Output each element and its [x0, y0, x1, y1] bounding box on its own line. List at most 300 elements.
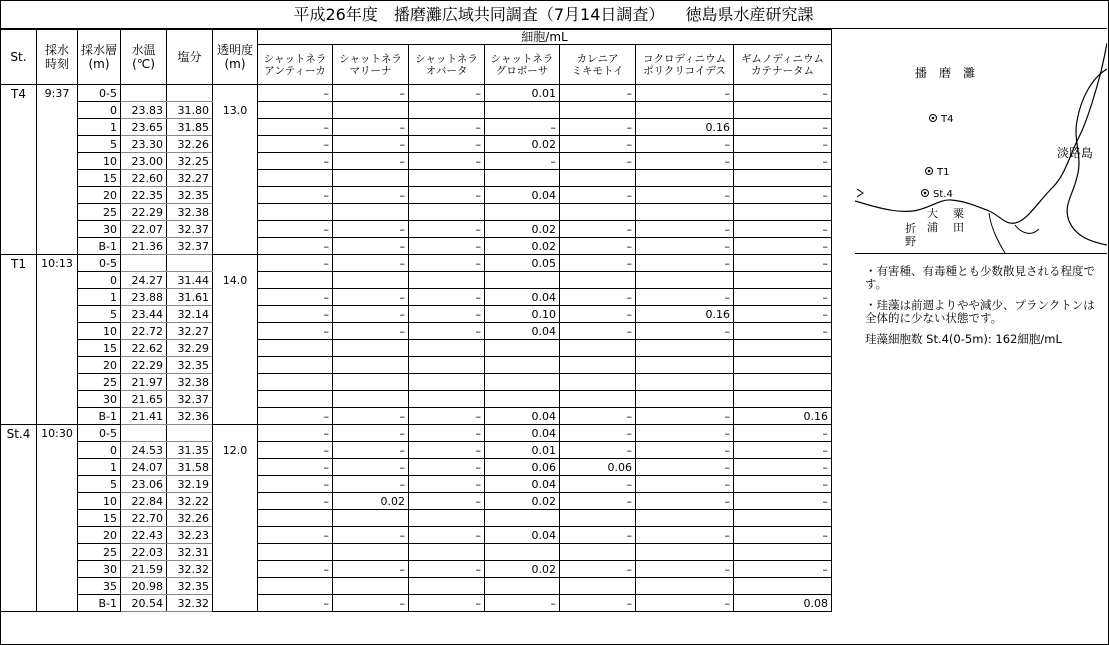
- species-count-cell: –: [560, 595, 636, 612]
- depth-cell: 10: [78, 493, 121, 510]
- salinity-cell: 32.27: [167, 170, 213, 187]
- salinity-cell: 32.37: [167, 238, 213, 255]
- species-count-cell: –: [333, 442, 409, 459]
- station-marker-icon: [924, 192, 927, 195]
- species-count-cell: –: [636, 425, 734, 442]
- species-count-cell: –: [333, 595, 409, 612]
- species-count-cell: [333, 170, 409, 187]
- species-count-cell: [636, 578, 734, 595]
- salinity-cell: 32.32: [167, 561, 213, 578]
- location-map: [855, 29, 1107, 254]
- species-count-cell: [560, 510, 636, 527]
- salinity-cell: 32.26: [167, 510, 213, 527]
- transparency-cell: [213, 425, 258, 612]
- species-count-cell: –: [258, 323, 333, 340]
- species-count-cell: –: [409, 289, 485, 306]
- depth-cell: 5: [78, 476, 121, 493]
- table-row: [1, 527, 832, 544]
- water-temp-cell: 23.65: [121, 119, 167, 136]
- species-count-cell: [560, 578, 636, 595]
- note-diatoms: ・珪藻は前週よりやや減少、プランクトンは全体的に少ない状態です。: [865, 298, 1095, 325]
- species-count-cell: –: [258, 527, 333, 544]
- species-count-cell: –: [258, 425, 333, 442]
- species-count-cell: [560, 272, 636, 289]
- species-count-cell: –: [560, 493, 636, 510]
- depth-cell: 30: [78, 221, 121, 238]
- salinity-cell: [167, 255, 213, 272]
- species-count-cell: –: [333, 153, 409, 170]
- species-count-cell: –: [636, 323, 734, 340]
- species-count-cell: –: [734, 493, 832, 510]
- species-count-cell: [333, 391, 409, 408]
- species-count-cell: –: [409, 255, 485, 272]
- table-row: [1, 425, 832, 442]
- species-count-cell: –: [560, 408, 636, 425]
- plankton-survey-table: [0, 29, 832, 612]
- species-count-cell: 0.16: [636, 119, 734, 136]
- header-station: St.: [1, 30, 37, 85]
- table-row: [1, 238, 832, 255]
- header-water-temp: [121, 30, 167, 85]
- transparency-value: 12.0: [222, 444, 248, 457]
- table-row: [1, 374, 832, 391]
- water-temp-cell: 22.29: [121, 204, 167, 221]
- report-title: [0, 0, 1107, 29]
- species-count-cell: –: [560, 221, 636, 238]
- species-count-cell: 0.06: [560, 459, 636, 476]
- species-count-cell: –: [333, 255, 409, 272]
- species-count-cell: –: [734, 187, 832, 204]
- header-depth-line1: 採水層: [81, 43, 118, 57]
- water-temp-cell: 22.07: [121, 221, 167, 238]
- species-count-cell: –: [333, 408, 409, 425]
- table-row: [1, 340, 832, 357]
- species-count-cell: –: [333, 459, 409, 476]
- species-count-cell: [636, 340, 734, 357]
- species-count-cell: –: [636, 187, 734, 204]
- header-species-3: シャットネラ オバータ: [409, 45, 485, 85]
- depth-cell: 15: [78, 170, 121, 187]
- map-pointer: [857, 189, 863, 197]
- species-count-cell: 0.10: [485, 306, 560, 323]
- species-count-cell: –: [560, 306, 636, 323]
- report-title-dept: 徳島県水産研究課: [685, 5, 814, 24]
- species-count-cell: –: [409, 136, 485, 153]
- water-temp-cell: 21.59: [121, 561, 167, 578]
- water-temp-cell: 23.06: [121, 476, 167, 493]
- species-count-cell: [333, 340, 409, 357]
- species-count-cell: [636, 272, 734, 289]
- salinity-cell: 31.61: [167, 289, 213, 306]
- species-count-cell: –: [409, 323, 485, 340]
- species-count-cell: [333, 357, 409, 374]
- depth-cell: 1: [78, 459, 121, 476]
- water-temp-cell: 22.62: [121, 340, 167, 357]
- header-water-temp-line1: 水温: [131, 43, 156, 57]
- species-count-cell: [409, 391, 485, 408]
- species-count-cell: –: [734, 119, 832, 136]
- salinity-cell: 32.27: [167, 323, 213, 340]
- table-row: [1, 510, 832, 527]
- species-count-cell: –: [636, 289, 734, 306]
- species-count-cell: –: [258, 408, 333, 425]
- salinity-cell: 32.32: [167, 595, 213, 612]
- species-count-cell: –: [560, 136, 636, 153]
- side-panel: [855, 29, 1107, 643]
- table-row: [1, 289, 832, 306]
- species-count-cell: [636, 544, 734, 561]
- depth-cell: 15: [78, 510, 121, 527]
- species-count-cell: [560, 544, 636, 561]
- header-transparency-line2: (m): [224, 57, 246, 71]
- depth-cell: 20: [78, 187, 121, 204]
- header-cells-per-ml: 細胞/mL: [258, 30, 832, 45]
- note-harmful-species: ・有害種、有毒種とも少数散見される程度です。: [865, 264, 1095, 291]
- header-species-1: シャットネラ アンティーカ: [258, 45, 333, 85]
- species-count-cell: 0.16: [636, 306, 734, 323]
- species-count-cell: [485, 374, 560, 391]
- species-count-cell: [333, 578, 409, 595]
- species-count-cell: –: [636, 561, 734, 578]
- notes: [865, 265, 1101, 354]
- species-count-cell: –: [560, 238, 636, 255]
- species-count-cell: –: [636, 221, 734, 238]
- table-row: [1, 85, 832, 102]
- station-st4-label: St.4: [933, 189, 953, 200]
- transparency-value: 14.0: [222, 274, 248, 287]
- species-count-cell: [258, 170, 333, 187]
- species-count-cell: –: [560, 187, 636, 204]
- salinity-cell: 32.35: [167, 187, 213, 204]
- species-count-cell: –: [409, 459, 485, 476]
- header-transparency-line1: 透明度: [217, 43, 254, 57]
- species-count-cell: –: [636, 85, 734, 102]
- species-count-cell: 0.04: [485, 476, 560, 493]
- table-row: [1, 170, 832, 187]
- water-temp-cell: 24.07: [121, 459, 167, 476]
- water-temp-cell: 20.98: [121, 578, 167, 595]
- species-count-cell: –: [560, 476, 636, 493]
- species-count-cell: 0.02: [485, 136, 560, 153]
- species-count-cell: [409, 578, 485, 595]
- depth-cell: 25: [78, 374, 121, 391]
- species-count-cell: 0.04: [485, 408, 560, 425]
- species-count-cell: –: [485, 595, 560, 612]
- species-count-cell: –: [258, 459, 333, 476]
- station-t1: [926, 167, 950, 178]
- species-count-cell: –: [636, 238, 734, 255]
- species-count-cell: –: [636, 595, 734, 612]
- species-count-cell: –: [409, 85, 485, 102]
- species-count-cell: –: [636, 527, 734, 544]
- species-count-cell: –: [560, 561, 636, 578]
- species-count-cell: [409, 170, 485, 187]
- species-count-cell: –: [636, 136, 734, 153]
- species-count-cell: [560, 357, 636, 374]
- salinity-cell: 31.80: [167, 102, 213, 119]
- depth-cell: 0-5: [78, 425, 121, 442]
- species-count-cell: [485, 102, 560, 119]
- depth-cell: 0-5: [78, 255, 121, 272]
- place-awata-char1: 粟: [953, 207, 964, 220]
- species-count-cell: –: [258, 119, 333, 136]
- table-row: [1, 544, 832, 561]
- table-row: [1, 136, 832, 153]
- water-temp-cell: 23.44: [121, 306, 167, 323]
- species-count-cell: [636, 510, 734, 527]
- species-count-cell: 0.04: [485, 425, 560, 442]
- species-count-cell: –: [636, 255, 734, 272]
- species-count-cell: –: [258, 238, 333, 255]
- species-count-cell: –: [636, 476, 734, 493]
- sampling-time: 10:13: [37, 255, 78, 425]
- table-row: [1, 476, 832, 493]
- table-row: [1, 187, 832, 204]
- species-count-cell: [560, 391, 636, 408]
- species-count-cell: [485, 272, 560, 289]
- species-count-cell: –: [258, 85, 333, 102]
- water-temp-cell: [121, 85, 167, 102]
- species-count-cell: [258, 578, 333, 595]
- depth-cell: 5: [78, 136, 121, 153]
- table-row: [1, 578, 832, 595]
- salinity-cell: 32.35: [167, 357, 213, 374]
- species-count-cell: –: [258, 136, 333, 153]
- species-count-cell: –: [485, 153, 560, 170]
- station-name: T4: [1, 85, 37, 255]
- species-count-cell: –: [333, 289, 409, 306]
- depth-cell: 25: [78, 544, 121, 561]
- species-count-cell: –: [409, 119, 485, 136]
- depth-cell: 35: [78, 578, 121, 595]
- salinity-cell: 31.35: [167, 442, 213, 459]
- salinity-cell: 32.22: [167, 493, 213, 510]
- species-count-cell: [485, 391, 560, 408]
- species-count-cell: [734, 510, 832, 527]
- species-count-cell: [734, 374, 832, 391]
- species-count-cell: –: [734, 459, 832, 476]
- water-temp-cell: [121, 255, 167, 272]
- table-row: [1, 306, 832, 323]
- station-t4: [930, 114, 954, 125]
- species-count-cell: [333, 374, 409, 391]
- water-temp-cell: 21.97: [121, 374, 167, 391]
- species-count-cell: –: [258, 493, 333, 510]
- depth-cell: 30: [78, 391, 121, 408]
- species-count-cell: [485, 578, 560, 595]
- species-count-cell: 0.01: [485, 442, 560, 459]
- species-count-cell: [485, 510, 560, 527]
- depth-cell: 10: [78, 323, 121, 340]
- report-title-main: 平成26年度 播磨灘広域共同調査（7月14日調査）: [293, 5, 665, 24]
- species-count-cell: [636, 170, 734, 187]
- species-count-cell: –: [333, 187, 409, 204]
- species-count-cell: [485, 357, 560, 374]
- species-count-cell: –: [258, 561, 333, 578]
- place-orino-char1: 折: [905, 222, 916, 235]
- species-count-cell: [258, 102, 333, 119]
- salinity-cell: 32.37: [167, 221, 213, 238]
- species-count-cell: [258, 340, 333, 357]
- depth-cell: 0: [78, 442, 121, 459]
- species-count-cell: –: [485, 119, 560, 136]
- header-species-2: シャットネラ マリーナ: [333, 45, 409, 85]
- header-sampling-time-line2: 時刻: [44, 57, 69, 71]
- species-count-cell: –: [409, 527, 485, 544]
- species-count-cell: –: [734, 255, 832, 272]
- species-count-cell: –: [734, 442, 832, 459]
- species-count-cell: [636, 204, 734, 221]
- species-count-cell: 0.06: [485, 459, 560, 476]
- header-sampling-time: [37, 30, 78, 85]
- species-count-cell: –: [734, 561, 832, 578]
- species-count-cell: –: [734, 527, 832, 544]
- species-count-cell: –: [409, 595, 485, 612]
- sampling-time: 9:37: [37, 85, 78, 255]
- salinity-cell: 32.35: [167, 578, 213, 595]
- table-row: [1, 408, 832, 425]
- species-count-cell: –: [258, 255, 333, 272]
- coastline-map: [855, 29, 1107, 253]
- species-count-cell: –: [636, 442, 734, 459]
- species-count-cell: –: [636, 408, 734, 425]
- species-count-cell: –: [258, 153, 333, 170]
- salinity-cell: 32.25: [167, 153, 213, 170]
- species-count-cell: –: [560, 527, 636, 544]
- depth-cell: 0-5: [78, 85, 121, 102]
- salinity-cell: 32.36: [167, 408, 213, 425]
- table-row: [1, 561, 832, 578]
- header-species-4: シャットネラ グロボーサ: [485, 45, 560, 85]
- salinity-cell: 32.37: [167, 391, 213, 408]
- species-count-cell: –: [333, 85, 409, 102]
- species-count-cell: [409, 544, 485, 561]
- water-temp-cell: 24.53: [121, 442, 167, 459]
- species-count-cell: –: [560, 85, 636, 102]
- species-count-cell: [734, 544, 832, 561]
- station-marker-icon: [932, 117, 935, 120]
- species-count-cell: [560, 374, 636, 391]
- species-count-cell: 0.04: [485, 323, 560, 340]
- depth-cell: 0: [78, 272, 121, 289]
- species-count-cell: –: [333, 561, 409, 578]
- species-count-cell: [560, 340, 636, 357]
- place-ohura-char2: 浦: [927, 221, 938, 234]
- species-count-cell: –: [409, 425, 485, 442]
- species-count-cell: [560, 102, 636, 119]
- transparency-value: 13.0: [222, 104, 248, 117]
- species-count-cell: [409, 340, 485, 357]
- species-count-cell: [333, 510, 409, 527]
- species-count-cell: –: [636, 459, 734, 476]
- water-temp-cell: 21.41: [121, 408, 167, 425]
- station-st4: [922, 189, 953, 200]
- species-count-cell: [485, 340, 560, 357]
- water-temp-cell: 24.27: [121, 272, 167, 289]
- species-count-cell: [258, 272, 333, 289]
- depth-cell: B-1: [78, 408, 121, 425]
- species-count-cell: [636, 374, 734, 391]
- header-water-temp-line2: (℃): [132, 57, 155, 71]
- table-row: [1, 442, 832, 459]
- table-row: [1, 221, 832, 238]
- salinity-cell: [167, 85, 213, 102]
- species-count-cell: [485, 544, 560, 561]
- depth-cell: 0: [78, 102, 121, 119]
- species-count-cell: [333, 544, 409, 561]
- header-depth: [78, 30, 121, 85]
- species-count-cell: –: [560, 442, 636, 459]
- station-marker-icon: [928, 170, 931, 173]
- map-island-name: 淡路島: [1057, 146, 1094, 160]
- salinity-cell: 32.23: [167, 527, 213, 544]
- depth-cell: 25: [78, 204, 121, 221]
- species-count-cell: [333, 102, 409, 119]
- water-temp-cell: 22.43: [121, 527, 167, 544]
- species-count-cell: –: [734, 153, 832, 170]
- species-count-cell: [734, 170, 832, 187]
- map-sea-name: 播 磨 灘: [915, 66, 976, 80]
- depth-cell: 10: [78, 153, 121, 170]
- water-temp-cell: 22.84: [121, 493, 167, 510]
- species-count-cell: –: [333, 221, 409, 238]
- water-temp-cell: 22.35: [121, 187, 167, 204]
- species-count-cell: –: [734, 425, 832, 442]
- header-sampling-time-line1: 採水: [44, 43, 69, 57]
- water-temp-cell: 21.36: [121, 238, 167, 255]
- species-count-cell: –: [333, 476, 409, 493]
- place-awata-char2: 田: [953, 221, 964, 234]
- species-count-cell: [258, 204, 333, 221]
- salinity-cell: 32.14: [167, 306, 213, 323]
- species-count-cell: –: [258, 187, 333, 204]
- species-count-cell: –: [333, 119, 409, 136]
- salinity-cell: 32.38: [167, 204, 213, 221]
- species-count-cell: –: [333, 238, 409, 255]
- header-depth-line2: (m): [88, 57, 110, 71]
- species-count-cell: –: [409, 238, 485, 255]
- salinity-cell: 31.44: [167, 272, 213, 289]
- species-count-cell: –: [333, 425, 409, 442]
- species-count-cell: –: [734, 136, 832, 153]
- species-count-cell: 0.04: [485, 187, 560, 204]
- species-count-cell: [333, 272, 409, 289]
- depth-cell: 1: [78, 289, 121, 306]
- table-row: [1, 357, 832, 374]
- species-count-cell: 0.02: [333, 493, 409, 510]
- depth-cell: 20: [78, 527, 121, 544]
- salinity-cell: [167, 425, 213, 442]
- species-count-cell: 0.02: [485, 221, 560, 238]
- table-row: [1, 595, 832, 612]
- header-species-7: ギムノディニウム カテナータム: [734, 45, 832, 85]
- species-count-cell: [636, 102, 734, 119]
- salinity-cell: 31.58: [167, 459, 213, 476]
- species-count-cell: [409, 204, 485, 221]
- header-species-5: カレニア ミキモトイ: [560, 45, 636, 85]
- species-count-cell: [485, 170, 560, 187]
- species-count-cell: –: [734, 323, 832, 340]
- species-count-cell: [485, 204, 560, 221]
- species-count-cell: –: [333, 306, 409, 323]
- water-temp-cell: 21.65: [121, 391, 167, 408]
- salinity-cell: 32.29: [167, 340, 213, 357]
- species-count-cell: –: [734, 221, 832, 238]
- species-count-cell: –: [258, 306, 333, 323]
- table-row: [1, 323, 832, 340]
- depth-cell: 1: [78, 119, 121, 136]
- species-count-cell: [258, 374, 333, 391]
